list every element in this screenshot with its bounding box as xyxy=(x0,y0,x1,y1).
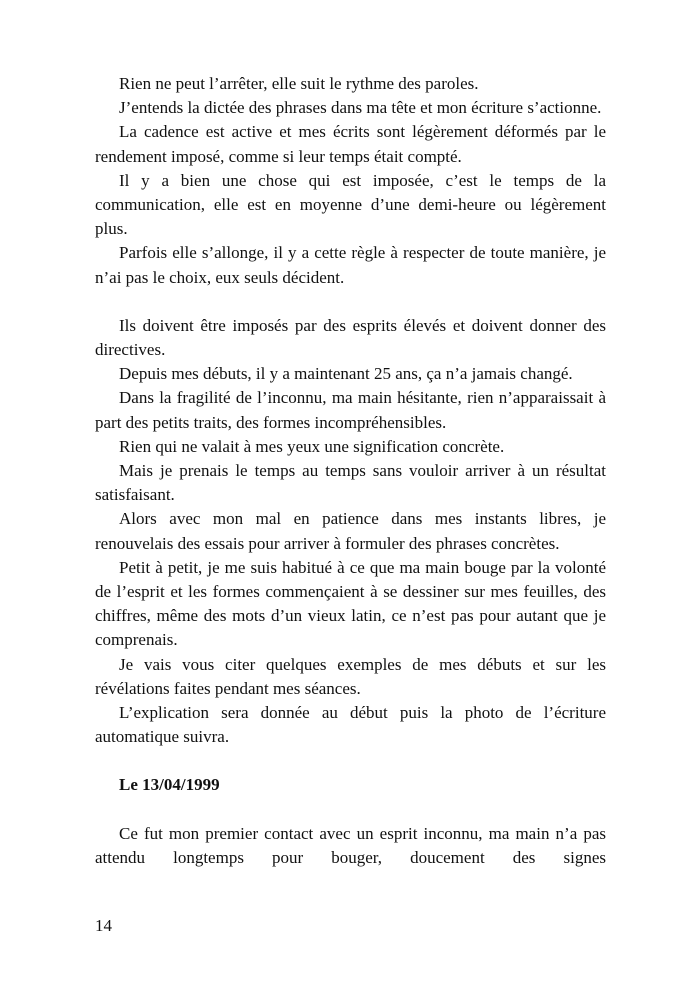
paragraph: Je vais vous citer quelques exemples de mes débuts et sur les révélations faites pendant mes séances. xyxy=(95,654,606,698)
paragraph: Petit à petit, je me suis habitué à ce que ma main bouge par la volonté de l’esprit et les formes commençaient à se dessiner sur mes feuilles, des chiffres, même des mots d’un vieux latin, ce n’est pas pour autant que je comprenais. xyxy=(95,557,606,650)
paragraph: Depuis mes débuts, il y a maintenant 25 ans, ça n’a jamais changé. xyxy=(119,364,573,384)
paragraph: Ce fut mon premier contact avec un esprit inconnu, ma main n’a pas attendu longtemps pour bouger, doucement des signes xyxy=(95,823,606,867)
paragraph: Mais je prenais le temps au temps sans vouloir arriver à un résultat satisfaisant. xyxy=(95,461,606,505)
section-gap xyxy=(95,798,606,822)
paragraph: J’entends la dictée des phrases dans ma tête et mon écriture s’actionne. xyxy=(119,98,602,118)
paragraph: Dans la fragilité de l’inconnu, ma main hésitante, rien n’apparaissait à part des petits traits, des formes incompréhensibles. xyxy=(95,388,606,432)
paragraph: Rien qui ne valait à mes yeux une signification concrète. xyxy=(119,436,505,456)
section-gap xyxy=(95,290,606,314)
section-gap xyxy=(95,749,606,773)
page-number: 14 xyxy=(95,916,112,935)
page-body xyxy=(95,72,606,870)
paragraph: L’explication sera donnée au début puis la photo de l’écriture automatique suivra. xyxy=(95,703,606,747)
section-heading: Le 13/04/1999 xyxy=(119,775,220,795)
paragraph: Alors avec mon mal en patience dans mes instants libres, je renouvelais des essais pour arriver à formuler des phrases concrètes. xyxy=(95,509,606,553)
paragraph: La cadence est active et mes écrits sont légèrement déformés par le rendement imposé, comme si leur temps était compté. xyxy=(95,122,606,166)
paragraph: Rien ne peut l’arrêter, elle suit le rythme des paroles. xyxy=(119,74,479,93)
paragraph: Il y a bien une chose qui est imposée, c’est le temps de la communication, elle est en moyenne d’une demi-heure ou légèrement plus. xyxy=(95,170,606,239)
paragraph: Ils doivent être imposés par des esprits élevés et doivent donner des directives. xyxy=(95,315,606,360)
paragraph: Parfois elle s’allonge, il y a cette règle à respecter de toute manière, je n’ai pas le choix, eux seuls décident. xyxy=(95,243,606,287)
